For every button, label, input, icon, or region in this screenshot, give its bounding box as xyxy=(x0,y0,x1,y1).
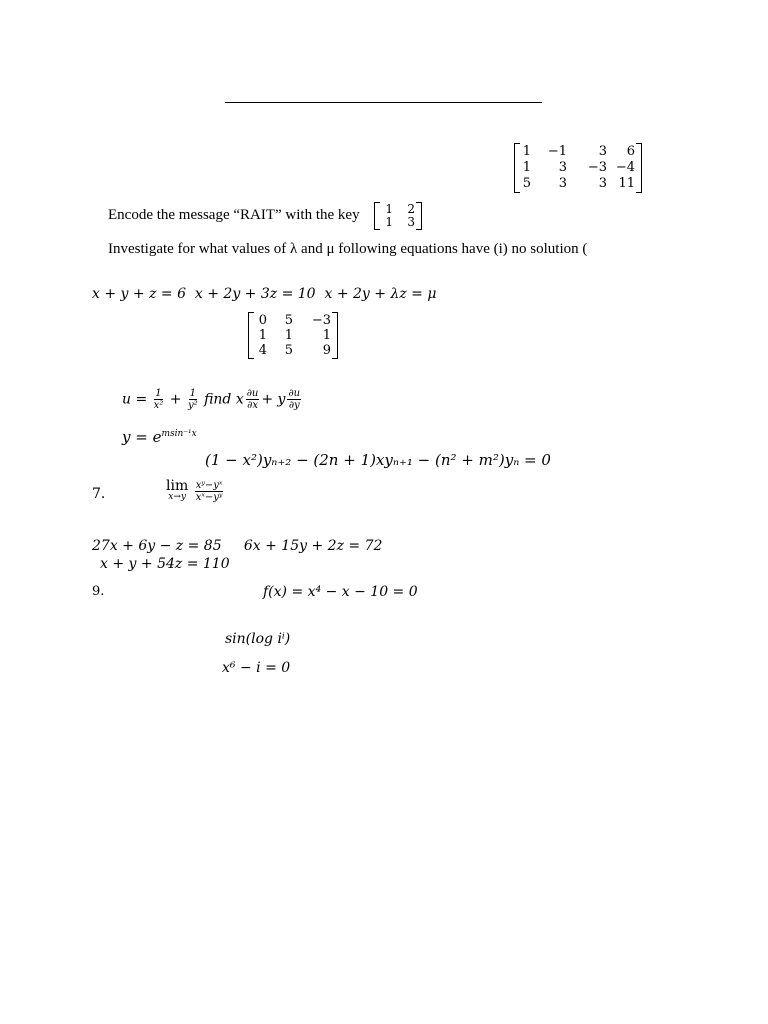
sin-log-expression: sin(log iⁱ) xyxy=(225,631,291,647)
derivative-x: $\frac{\partial u}{\partial x}$ xyxy=(246,388,259,411)
encode-text: Encode the message “RAIT” with the key xyxy=(108,207,360,223)
question-9-number: 9. xyxy=(92,584,105,599)
matrix-3x3-cell-2-1: 5 xyxy=(284,343,293,358)
matrix-4x3-cell-0-1: −1 xyxy=(547,144,567,159)
key-matrix-cell-1-1: 3 xyxy=(407,215,415,229)
matrix-3x3-cell-0-0: 0 xyxy=(258,313,267,328)
matrix-4x3-cell-2-2: 3 xyxy=(598,176,607,191)
q9-equation: f(x) = x⁴ − x − 10 = 0 xyxy=(263,584,418,600)
fraction-1: $\frac{1}{\text{x²}}$ xyxy=(153,388,164,411)
partial-lhs: u = xyxy=(122,391,148,408)
limit-expression xyxy=(166,477,225,503)
matrix-4x3-cell-2-0: 5 xyxy=(522,176,531,191)
y-equation: $y = e^{msin^{-1}x}$ xyxy=(122,428,197,446)
matrix-3x3-cell-0-2: −3 xyxy=(311,313,331,328)
key-matrix-cell-0-1: 2 xyxy=(407,202,415,216)
matrix-4x3-cell-0-2: 3 xyxy=(598,144,607,159)
matrix-3x3-cell-2-0: 4 xyxy=(258,343,267,358)
system2-eq3: x + y + 54z = 110 xyxy=(100,556,230,572)
matrix-4x3-cell-1-1: 3 xyxy=(558,160,567,175)
system1 xyxy=(92,286,436,302)
matrix-4x3-cell-2-1: 3 xyxy=(558,176,567,191)
investigate-question xyxy=(108,241,587,258)
limit-fraction: $\frac{\text{xʸ−yˣ}}{\text{xˣ−yʸ}}$ xyxy=(195,480,223,503)
key-matrix-cell-1-0: 1 xyxy=(385,215,393,229)
matrix-4x3 xyxy=(514,143,642,193)
matrix-4x3-cell-2-3: 11 xyxy=(618,176,635,191)
matrix-4x3-cell-1-3: −4 xyxy=(615,160,635,175)
matrix-3x3-cell-1-1: 1 xyxy=(284,328,293,343)
system1-eq1: x + y + z = 6 xyxy=(92,286,186,302)
matrix-3x3-cell-0-1: 5 xyxy=(284,313,293,328)
polynomial-equation: x⁶ − i = 0 xyxy=(222,660,291,676)
top-rule xyxy=(225,102,542,103)
key-matrix-cell-0-0: 1 xyxy=(385,202,393,216)
system2-line2 xyxy=(100,556,230,572)
matrix-3x3-cell-1-0: 1 xyxy=(258,328,267,343)
matrix-4x3-cell-1-0: 1 xyxy=(522,160,531,175)
system2-line1 xyxy=(92,538,382,554)
matrix-4x3-cell-1-2: −3 xyxy=(587,160,607,175)
recurrence-equation: (1 − x²)yₙ₊₂ − (2n + 1)xyₙ₊₁ − (n² + m²)yₙ = 0 xyxy=(205,451,551,469)
investigate-text: Investigate for what values of λ and μ following equations have (i) no solution ( xyxy=(108,241,588,257)
system1-eq2: x + 2y + 3z = 10 xyxy=(194,286,316,302)
matrix-3x3-cell-2-2: 9 xyxy=(322,343,331,358)
fraction-2: $\frac{1}{\text{y²}}$ xyxy=(187,388,198,411)
partial-derivative-question: u = $\frac{1}{\text{x²}}$ + $\frac{1}{\text{y²}}$ find x $\frac{\partial u}{\partial x}$ + y $\frac{\partial u}{\partial y}$ xyxy=(122,388,301,411)
system2-eq1: 27x + 6y − z = 85 xyxy=(92,538,222,554)
matrix-4x3-cell-0-0: 1 xyxy=(522,144,531,159)
derivative-y: $\frac{\partial u}{\partial y}$ xyxy=(288,388,301,411)
matrix-3x3 xyxy=(248,312,338,359)
matrix-3x3-cell-1-2: 1 xyxy=(322,328,331,343)
matrix-4x3-cell-0-3: 6 xyxy=(626,144,635,159)
system1-eq3: x + 2y + λz = μ xyxy=(324,286,437,302)
question-7-number: 7. xyxy=(92,486,106,502)
lim-operator: lim x→y xyxy=(166,477,189,502)
system2-eq2: 6x + 15y + 2z = 72 xyxy=(243,538,383,554)
encode-question xyxy=(108,207,360,224)
key-matrix xyxy=(374,202,422,230)
